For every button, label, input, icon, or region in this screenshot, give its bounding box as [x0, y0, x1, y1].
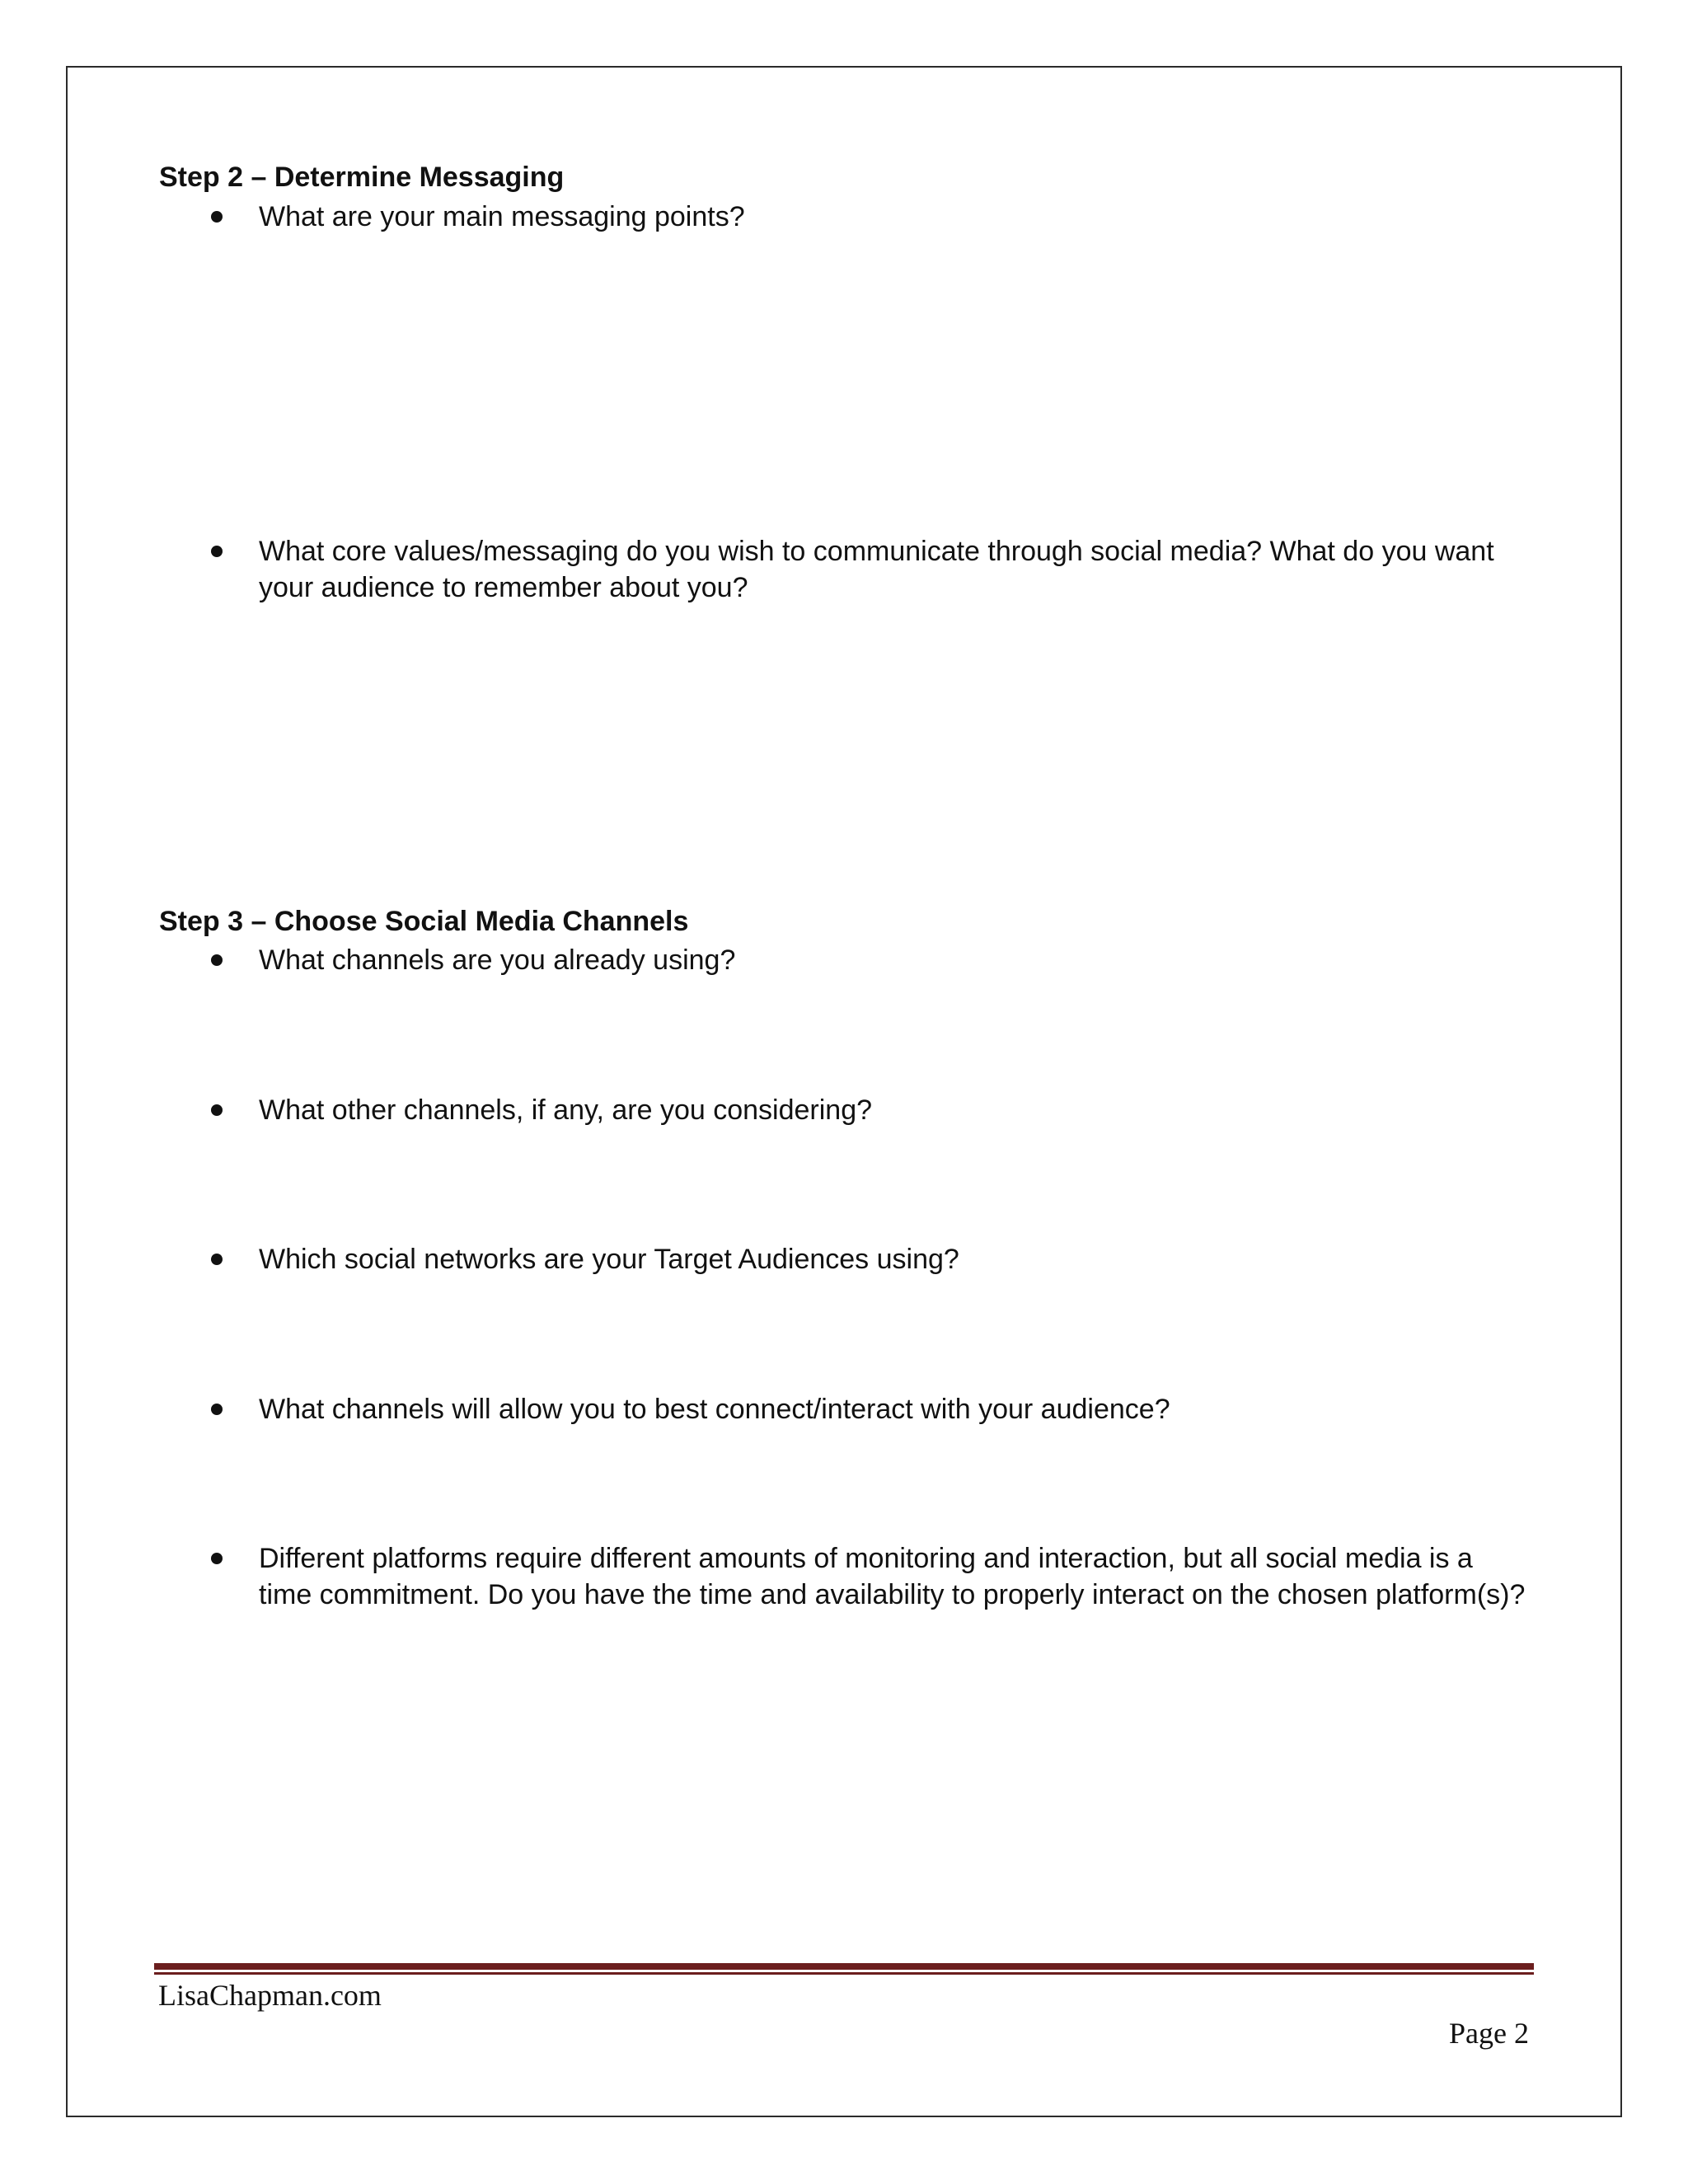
- footer-site-name: LisaChapman.com: [158, 1979, 382, 2012]
- bullet-icon: [209, 1092, 226, 1128]
- bullet-text: What core values/messaging do you wish to communicate through social media? What do you want your audience to remember about you?: [259, 536, 1494, 603]
- bullet-icon: [209, 1241, 226, 1277]
- bullet-icon: [209, 942, 226, 978]
- bullet-icon: [209, 1391, 226, 1427]
- bullet-text: Which social networks are your Target Audiences using?: [259, 1244, 959, 1275]
- bullet-text: What are your main messaging points?: [259, 201, 745, 232]
- bullet-text: What other channels, if any, are you considering?: [259, 1094, 873, 1126]
- bullet-text: What channels are you already using?: [259, 944, 736, 976]
- bullet-icon: [209, 1540, 226, 1577]
- bullet-text: Different platforms require different amounts of monitoring and interaction, but all social media is a time commitment. Do you have the time and availability to properly interact on the chosen platform(s)?: [259, 1543, 1526, 1610]
- bullet-icon: [209, 199, 226, 235]
- bullet-text: What channels will allow you to best connect/interact with your audience?: [259, 1394, 1170, 1425]
- step-2-heading: Step 2 – Determine Messaging: [159, 162, 565, 193]
- step-3-heading: Step 3 – Choose Social Media Channels: [159, 906, 689, 937]
- footer-rule-thin: [154, 1972, 1534, 1975]
- bullet-icon: [209, 533, 226, 569]
- footer-rule: [154, 1963, 1534, 1970]
- page-number: Page 2: [1449, 2017, 1529, 2050]
